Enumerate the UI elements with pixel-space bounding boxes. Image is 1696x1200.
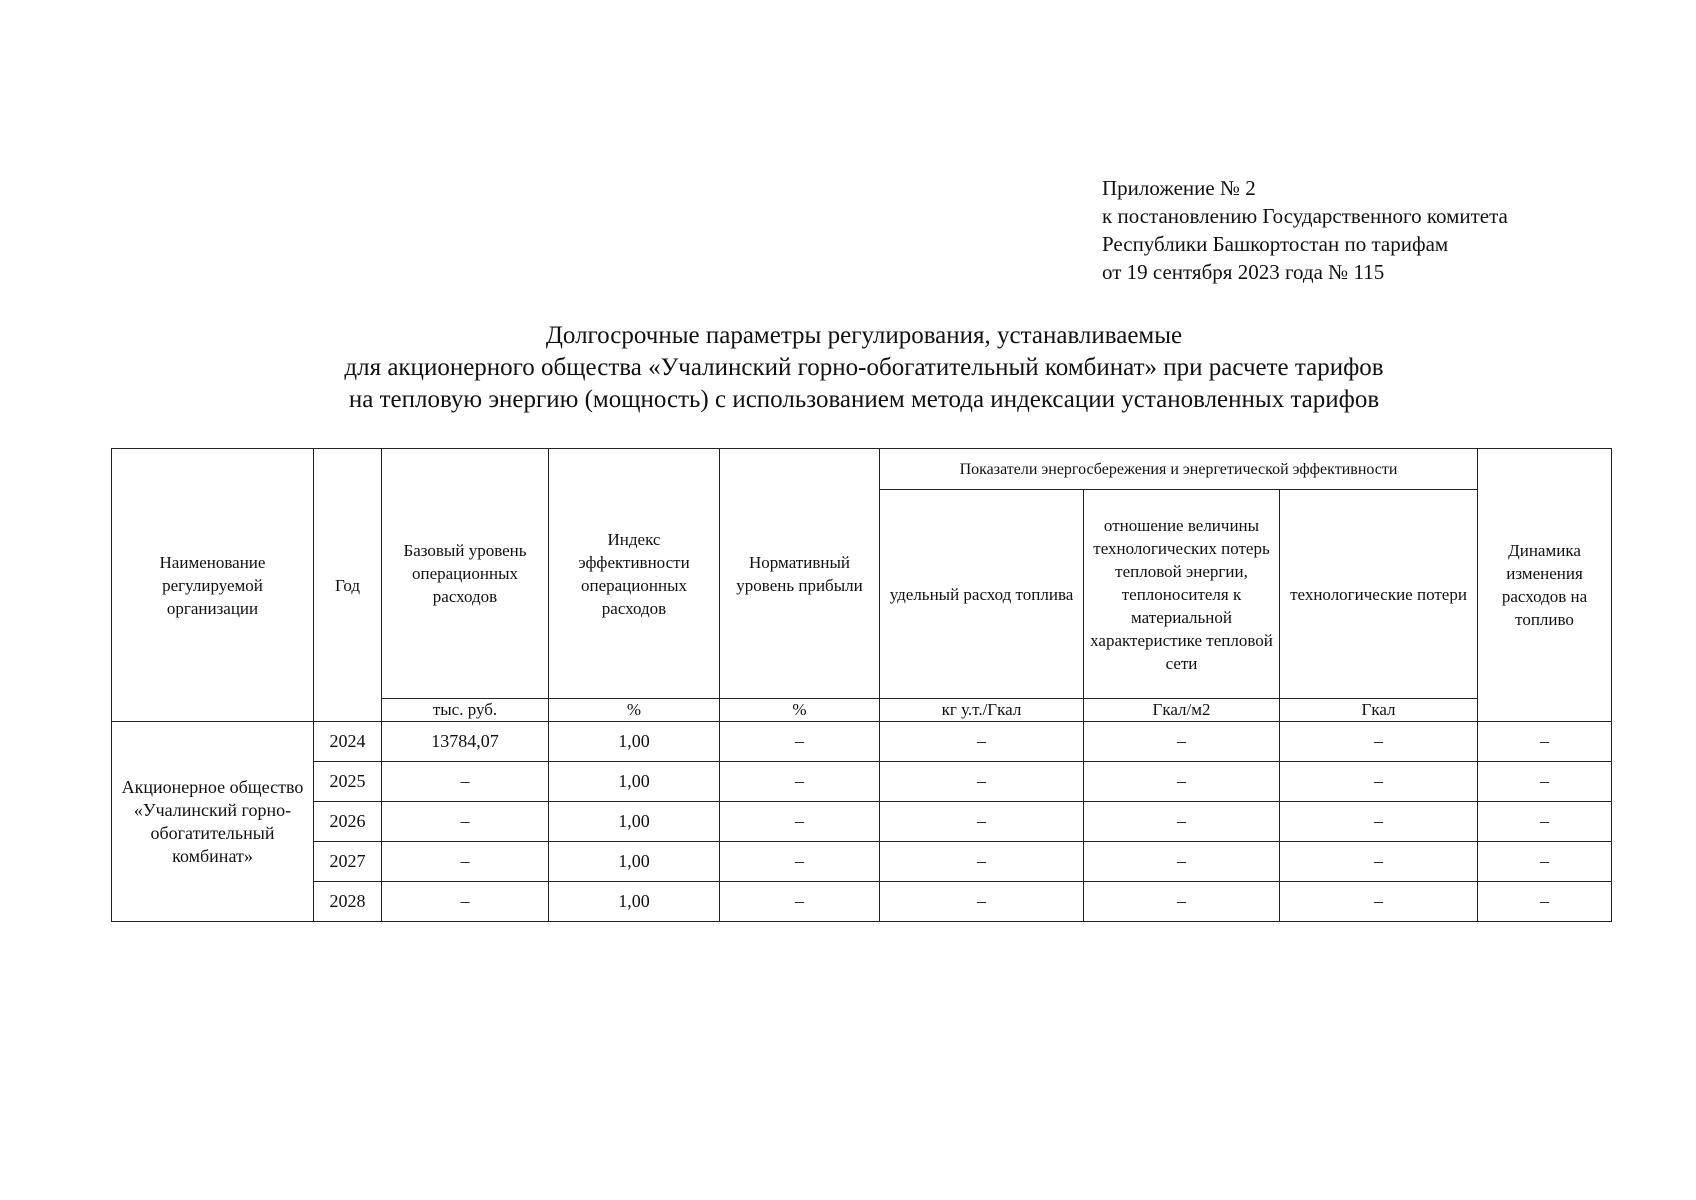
table-row bbox=[112, 882, 1612, 922]
cell-tech-losses: – bbox=[1280, 722, 1478, 762]
cell-fuel-rate: – bbox=[880, 762, 1084, 802]
cell-loss-ratio: – bbox=[1084, 882, 1280, 922]
cell-fuel-rate: – bbox=[880, 802, 1084, 842]
cell-fuel-dynamics: – bbox=[1478, 762, 1612, 802]
table-row bbox=[112, 722, 1612, 762]
organization-name: Акционерное общество «Учалинский горно-обогатительный комбинат» bbox=[112, 722, 314, 922]
cell-efficiency-index: 1,00 bbox=[549, 762, 720, 802]
cell-tech-losses: – bbox=[1280, 882, 1478, 922]
cell-year: 2025 bbox=[314, 762, 382, 802]
cell-base-opex: 13784,07 bbox=[382, 722, 549, 762]
header-org-name: Наименование регулируемой организации bbox=[112, 449, 314, 722]
cell-tech-losses: – bbox=[1280, 802, 1478, 842]
cell-fuel-rate: – bbox=[880, 842, 1084, 882]
cell-efficiency-index: 1,00 bbox=[549, 882, 720, 922]
header-energy-group: Показатели энергосбережения и энергетической эффективности bbox=[880, 449, 1478, 490]
cell-fuel-dynamics: – bbox=[1478, 842, 1612, 882]
title-line-3: на тепловую энергию (мощность) с использованием метода индексации установленных тарифов bbox=[348, 386, 1380, 413]
regulation-parameters-table bbox=[111, 448, 1612, 922]
cell-fuel-rate: – bbox=[880, 882, 1084, 922]
cell-loss-ratio: – bbox=[1084, 802, 1280, 842]
header-profit-level: Нормативный уровень прибыли bbox=[720, 449, 880, 699]
cell-fuel-dynamics: – bbox=[1478, 882, 1612, 922]
cell-year: 2024 bbox=[314, 722, 382, 762]
cell-efficiency-index: 1,00 bbox=[549, 802, 720, 842]
cell-base-opex: – bbox=[382, 762, 549, 802]
header-loss-ratio: отношение величины технологических потерь тепловой энергии, теплоносителя к материальной характеристике тепловой сети bbox=[1084, 490, 1280, 699]
cell-tech-losses: – bbox=[1280, 762, 1478, 802]
cell-efficiency-index: 1,00 bbox=[549, 722, 720, 762]
unit-base-opex: тыс. руб. bbox=[382, 699, 549, 722]
cell-tech-losses: – bbox=[1280, 842, 1478, 882]
header-year: Год bbox=[314, 449, 382, 722]
cell-efficiency-index: 1,00 bbox=[549, 842, 720, 882]
cell-profit-level: – bbox=[720, 762, 880, 802]
table-row bbox=[112, 762, 1612, 802]
table-row bbox=[112, 802, 1612, 842]
cell-base-opex: – bbox=[382, 842, 549, 882]
appendix-number: Приложение № 2 bbox=[1102, 176, 1256, 200]
cell-fuel-dynamics: – bbox=[1478, 722, 1612, 762]
appendix-committee: Республики Башкортостан по тарифам bbox=[1102, 232, 1449, 256]
header-fuel-rate: удельный расход топлива bbox=[880, 490, 1084, 699]
appendix-resolution: к постановлению Государственного комитета bbox=[1102, 204, 1508, 228]
header-tech-losses: технологические потери bbox=[1280, 490, 1478, 699]
cell-profit-level: – bbox=[720, 882, 880, 922]
header-efficiency-index: Индекс эффективности операционных расходов bbox=[549, 449, 720, 699]
cell-profit-level: – bbox=[720, 722, 880, 762]
unit-profit-level: % bbox=[720, 699, 880, 722]
cell-year: 2028 bbox=[314, 882, 382, 922]
appendix-reference bbox=[1102, 174, 1508, 286]
header-base-opex: Базовый уровень операционных расходов bbox=[382, 449, 549, 699]
cell-profit-level: – bbox=[720, 802, 880, 842]
unit-fuel-rate: кг у.т./Гкал bbox=[880, 699, 1084, 722]
header-fuel-dynamics: Динамика изменения расходов на топливо bbox=[1478, 449, 1612, 722]
document-title bbox=[0, 320, 1696, 416]
cell-year: 2027 bbox=[314, 842, 382, 882]
header-row-1 bbox=[112, 449, 1612, 490]
appendix-date: от 19 сентября 2023 года № 115 bbox=[1102, 260, 1385, 284]
cell-base-opex: – bbox=[382, 802, 549, 842]
cell-loss-ratio: – bbox=[1084, 762, 1280, 802]
cell-loss-ratio: – bbox=[1084, 842, 1280, 882]
cell-profit-level: – bbox=[720, 842, 880, 882]
cell-year: 2026 bbox=[314, 802, 382, 842]
cell-fuel-rate: – bbox=[880, 722, 1084, 762]
unit-efficiency-index: % bbox=[549, 699, 720, 722]
unit-tech-losses: Гкал bbox=[1280, 699, 1478, 722]
table-row bbox=[112, 842, 1612, 882]
unit-loss-ratio: Гкал/м2 bbox=[1084, 699, 1280, 722]
cell-fuel-dynamics: – bbox=[1478, 802, 1612, 842]
cell-base-opex: – bbox=[382, 882, 549, 922]
cell-loss-ratio: – bbox=[1084, 722, 1280, 762]
title-line-2: для акционерного общества «Учалинский горно-обогатительный комбинат» при расчете тарифов bbox=[344, 354, 1384, 381]
title-line-1: Долгосрочные параметры регулирования, устанавливаемые bbox=[545, 322, 1183, 349]
